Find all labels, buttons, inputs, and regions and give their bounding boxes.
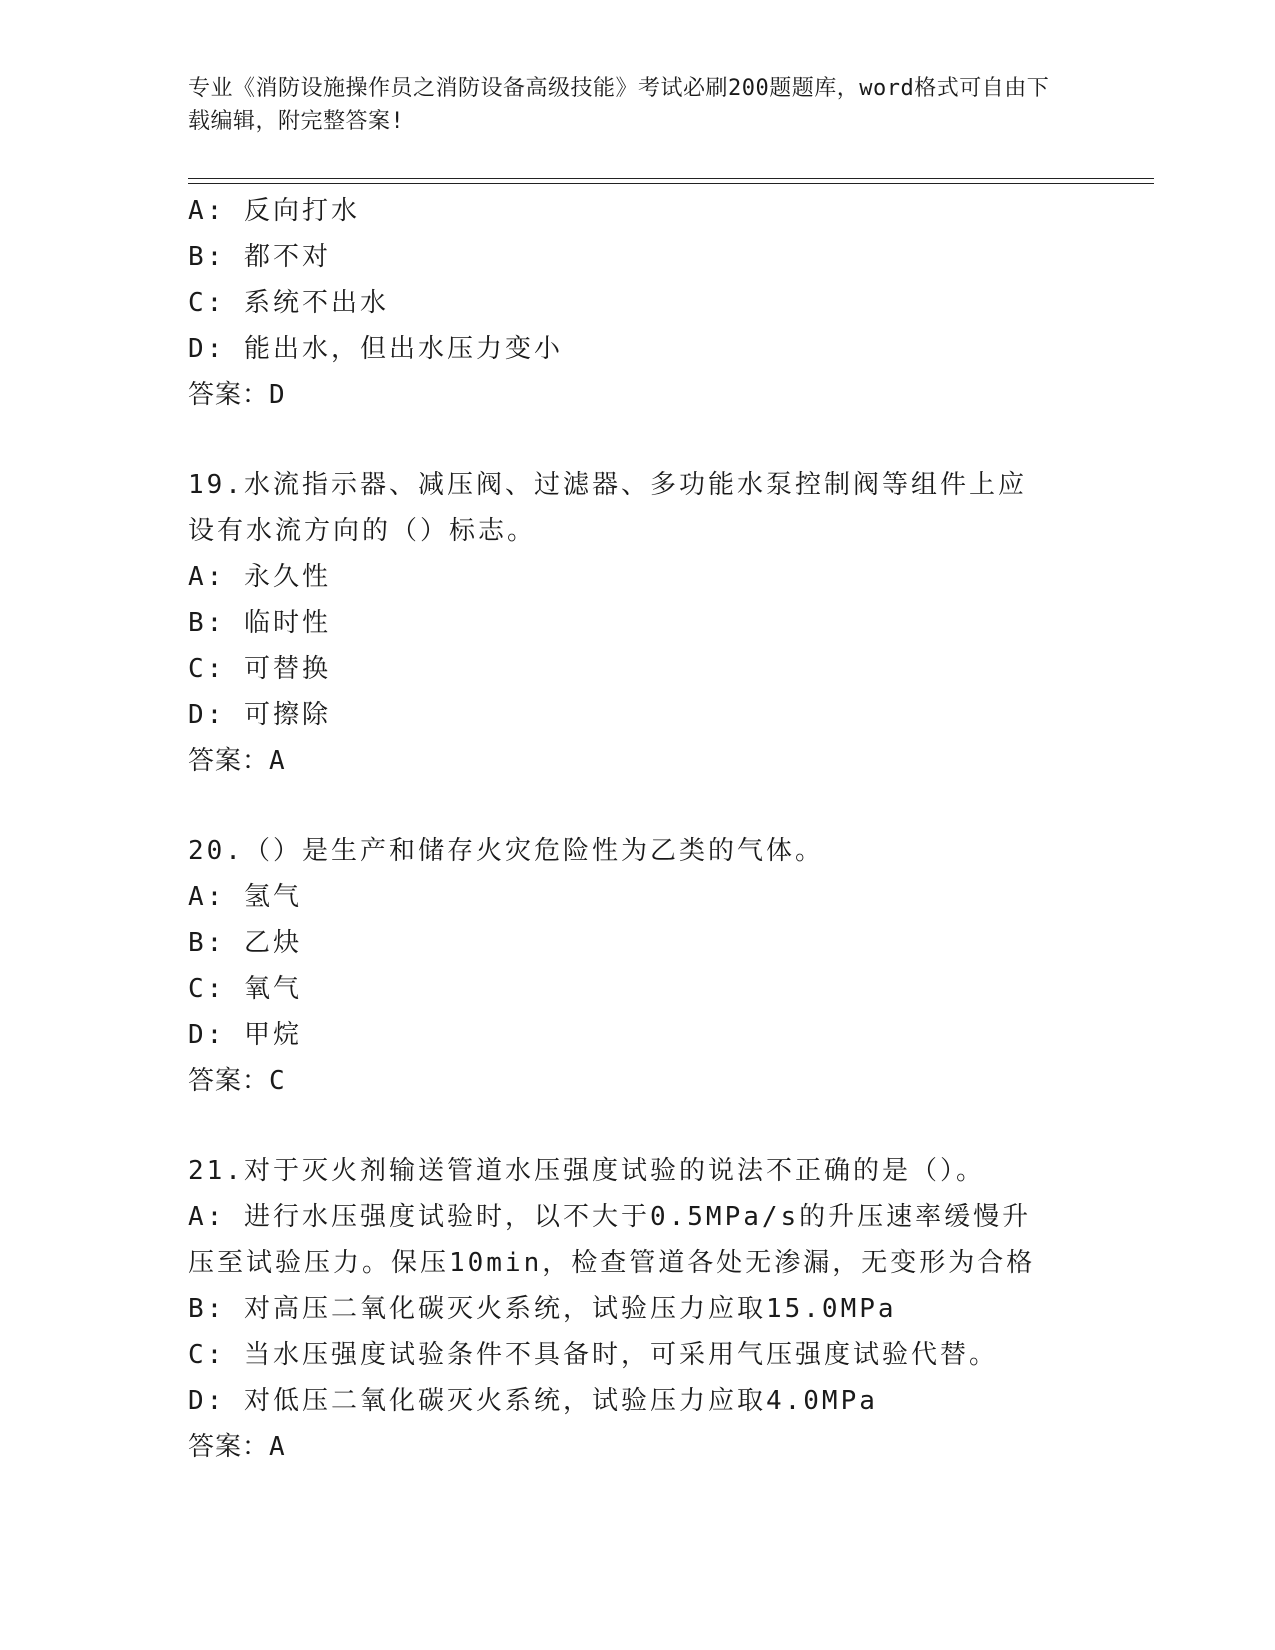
option-a: A: 反向打水 (188, 196, 360, 226)
option-a: A: 氢气 (188, 882, 302, 912)
answer-line (188, 738, 1088, 784)
answer-label: 答案： (188, 1432, 270, 1462)
answer-value: A (269, 746, 286, 776)
answer-value: C (269, 1066, 286, 1096)
answer-value: D (269, 380, 286, 410)
option-a: A: 永久性 (188, 562, 331, 592)
question-stem: 20.（）是生产和储存火灾危险性为乙类的气体。 (188, 836, 824, 866)
answer-label: 答案： (188, 1066, 270, 1096)
option-c: C: 系统不出水 (188, 288, 389, 318)
question-stem: 19.水流指示器、减压阀、过滤器、多功能水泵控制阀等组件上应设有水流方向的（）标志。 (188, 470, 1027, 546)
option-d: D: 甲烷 (188, 1020, 302, 1050)
option-c: C: 氧气 (188, 974, 302, 1004)
header-divider (188, 178, 1154, 179)
answer-label: 答案： (188, 380, 270, 410)
answer-label: 答案： (188, 746, 270, 776)
answer-value: A (269, 1432, 286, 1462)
question-20 (188, 828, 1088, 1104)
header-divider-second (188, 183, 1154, 184)
question-19 (188, 462, 1088, 784)
option-b: B: 都不对 (188, 242, 331, 272)
question-21 (188, 1148, 1088, 1470)
previous-question-options (188, 188, 1088, 418)
content (188, 188, 1088, 1470)
question-stem: 21.对于灭火剂输送管道水压强度试验的说法不正确的是（）。 (188, 1156, 985, 1186)
option-d: D: 可擦除 (188, 700, 331, 730)
option-b: B: 临时性 (188, 608, 331, 638)
answer-line (188, 1058, 1088, 1104)
option-c: C: 可替换 (188, 654, 331, 684)
option-b: B: 对高压二氧化碳灭火系统，试验压力应取15.0MPa (188, 1294, 897, 1324)
document-header: 专业《消防设施操作员之消防设备高级技能》考试必刷200题题库，word格式可自由下载编辑，附完整答案! (188, 76, 1050, 134)
option-a: A: 进行水压强度试验时，以不大于0.5MPa/s的升压速率缓慢升压至试验压力。保压10min，检查管道各处无渗漏，无变形为合格 (188, 1202, 1036, 1278)
option-d: D: 对低压二氧化碳灭火系统，试验压力应取4.0MPa (188, 1386, 878, 1416)
option-c: C: 当水压强度试验条件不具备时，可采用气压强度试验代替。 (188, 1340, 998, 1370)
answer-line (188, 1424, 1088, 1470)
option-b: B: 乙炔 (188, 928, 302, 958)
option-d: D: 能出水，但出水压力变小 (188, 334, 563, 364)
answer-line (188, 372, 1088, 418)
